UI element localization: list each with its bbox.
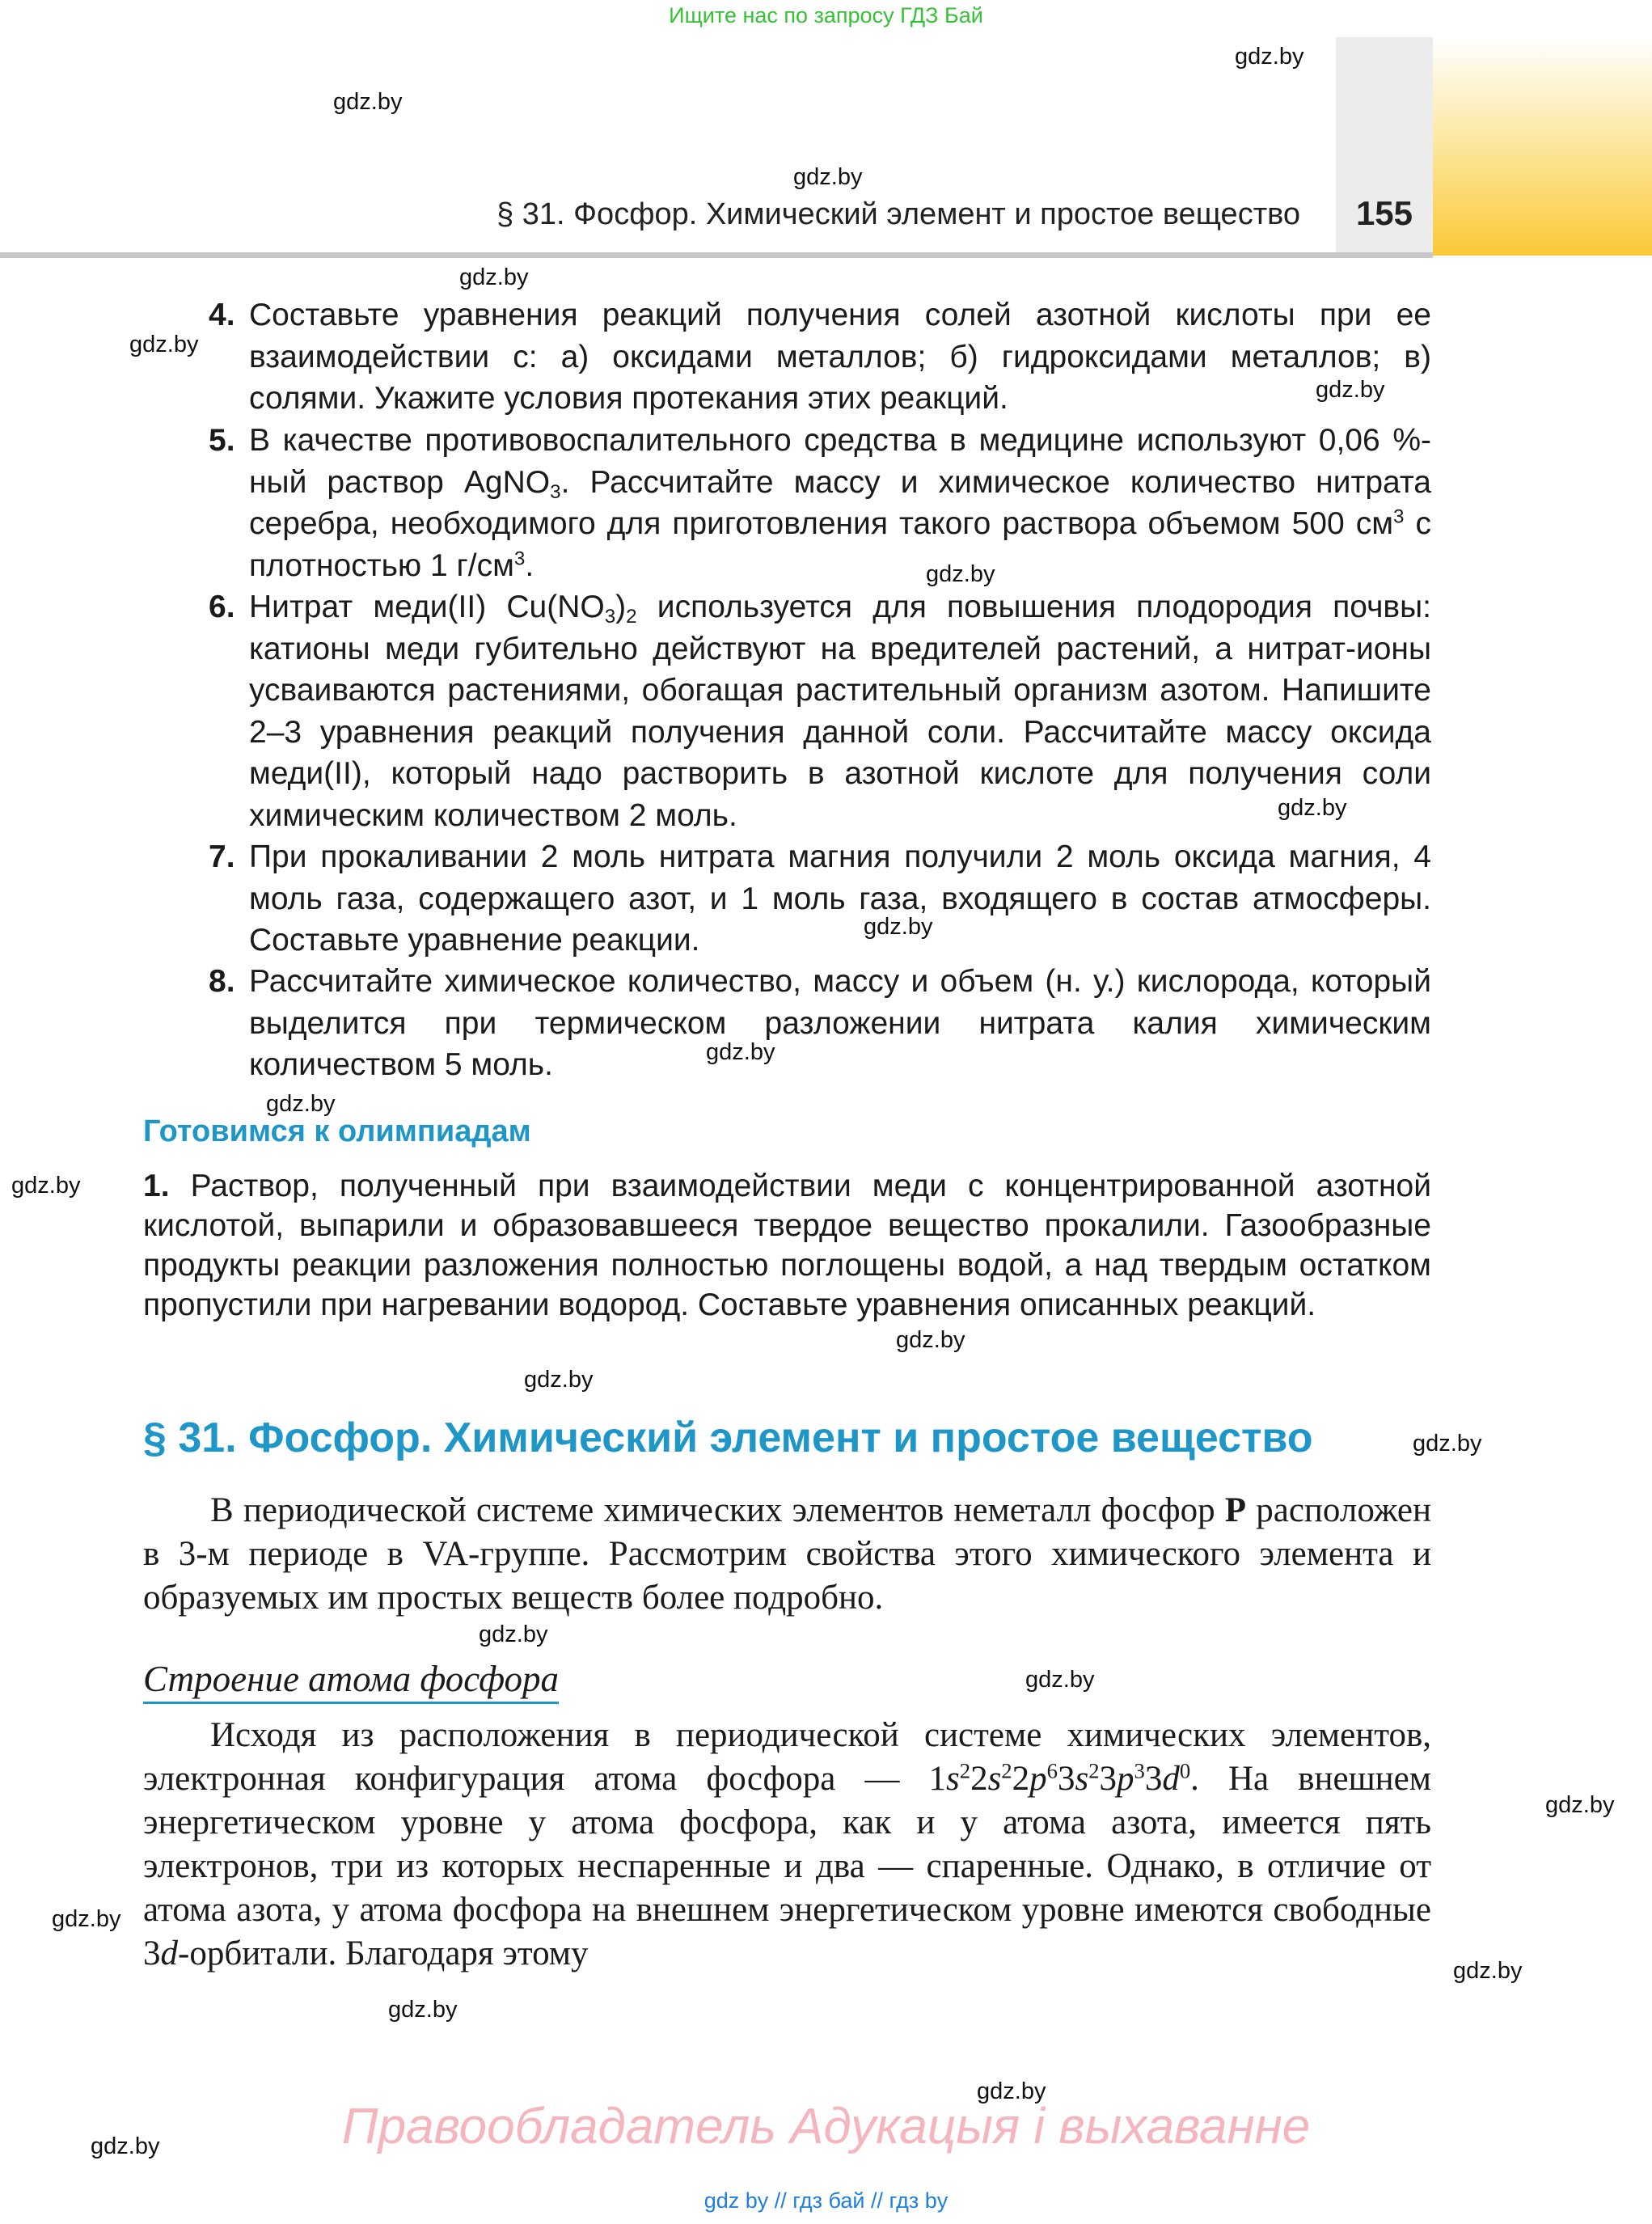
watermark: gdz.by xyxy=(524,1367,594,1393)
task-6 xyxy=(209,586,1431,836)
page-number: 155 xyxy=(1355,194,1413,232)
task-7 xyxy=(209,836,1431,962)
footer-links[interactable]: gdz by // гдз бай // гдз by xyxy=(703,2188,949,2213)
running-header-title: § 31. Фосфор. Химический элемент и простое вещество xyxy=(496,197,1300,231)
watermark: gdz.by xyxy=(896,1327,965,1353)
olympiad-task xyxy=(143,1166,1431,1325)
watermark: gdz.by xyxy=(91,2133,160,2159)
watermark: gdz.by xyxy=(864,914,933,940)
watermark: gdz.by xyxy=(1316,377,1385,403)
subheading: Строение атома фосфора xyxy=(143,1658,559,1704)
task-number: 5. xyxy=(209,423,235,458)
task-4 xyxy=(209,294,1431,420)
header-divider xyxy=(0,252,1433,258)
task-text: Рассчитайте химическое количество, массу и объем (н. у.) кислорода, который выделится при термическом разложении нитрата калия химическим количеством 5 моль. xyxy=(249,964,1431,1082)
task-number: 4. xyxy=(209,298,235,332)
watermark: gdz.by xyxy=(1278,795,1347,821)
task-text: При прокаливании 2 моль нитрата магния получили 2 моль оксида магния, 4 моль газа, содержащего азот, и 1 моль газа, входящего в состав атмосферы. Составьте уравнение реакции. xyxy=(249,839,1431,958)
watermark: gdz.by xyxy=(129,332,199,357)
watermark: gdz.by xyxy=(1025,1667,1095,1693)
task-number: 7. xyxy=(209,839,235,874)
task-5 xyxy=(209,420,1431,586)
task-text: Нитрат меди(II) $Cu(NO_3)_2$ используется для повышения плодородия почвы: катионы меди губительно действуют на вредителей растений, а нитрат-ионы усваиваются растениями, обогащая растительный организм азотом. Напишите 2–3 уравнения реакций получения данной соли. Рассчитайте массу оксида меди(II), который надо растворить в азотной кислоте для получения соли химическим количеством 2 моль. xyxy=(249,590,1431,833)
watermark: gdz.by xyxy=(1545,1792,1615,1818)
watermark: gdz.by xyxy=(52,1906,121,1932)
task-8 xyxy=(209,961,1431,1086)
section-title: § 31. Фосфор. Химический элемент и простое вещество xyxy=(143,1414,1313,1461)
header-accent-bar xyxy=(1433,37,1652,256)
watermark: gdz.by xyxy=(926,561,995,587)
task-text: Раствор, полученный при взаимодействии меди с концентрированной азотной кислотой, выпарили и образовавшееся твердое вещество прокалили. Газообразные продукты реакции разложения полностью поглощены водой, а над твердым остатком пропустили при нагревании водород. Составьте уравнения описанных реакций. xyxy=(143,1169,1431,1322)
watermark: gdz.by xyxy=(1413,1431,1482,1457)
watermark: gdz.by xyxy=(1453,1958,1523,1984)
body-paragraph: Исходя из расположения в периодической системе химических элементов, электронная конфигурация атома фосфора — $1s^22s^22p^63s^23p^33d^0$. На внешнем энергетическом уровне у атома фосфора, как и у атома азота, имеется пять электронов, три из которых неспаренные и два — спаренные. Однако, в отличие от атома азота, у атома фосфора на внешнем энергетическом уровне имеются свободные 3d-орбитали. Благодаря этому xyxy=(143,1716,1431,1972)
watermark: gdz.by xyxy=(11,1173,81,1199)
olympiad-heading: Готовимся к олимпиадам xyxy=(143,1114,531,1148)
watermark: gdz.by xyxy=(977,2078,1046,2104)
copyright-owner: Правообладатель Адукацыя і выхаванне xyxy=(341,2099,1311,2154)
task-text: Составьте уравнения реакций получения солей азотной кислоты при ее взаимодействии с: а) оксидами металлов; б) гидроксидами металлов; в) солями. Укажите условия протекания этих реакций. xyxy=(249,298,1431,416)
intro-paragraph: В периодической системе химических элементов неметалл фосфор P расположен в 3-м периоде в VA-группе. Рассмотрим свойства этого химического элемента и образуемых им простых веществ более подробно. xyxy=(143,1491,1431,1617)
watermark: gdz.by xyxy=(333,89,403,115)
top-banner[interactable]: Ищите нас по запросу ГДЗ Бай xyxy=(669,3,983,27)
watermark: gdz.by xyxy=(1235,44,1304,70)
watermark: gdz.by xyxy=(706,1039,775,1065)
watermark: gdz.by xyxy=(459,264,529,290)
task-number: 8. xyxy=(209,964,235,999)
watermark: gdz.by xyxy=(793,164,863,190)
task-number: 6. xyxy=(209,590,235,624)
watermark: gdz.by xyxy=(266,1091,336,1117)
task-number: 1. xyxy=(143,1169,170,1203)
watermark: gdz.by xyxy=(479,1621,548,1647)
task-text: В качестве противовоспалительного средства в медицине используют 0,06 %-ный раствор AgNO$_3$. Рассчитайте массу и химическое количество нитрата серебра, необходимого для приготовления такого раствора объемом 500 $см^3$ с плотностью 1 $г/см^3$. xyxy=(249,423,1431,583)
watermark: gdz.by xyxy=(388,1997,458,2023)
